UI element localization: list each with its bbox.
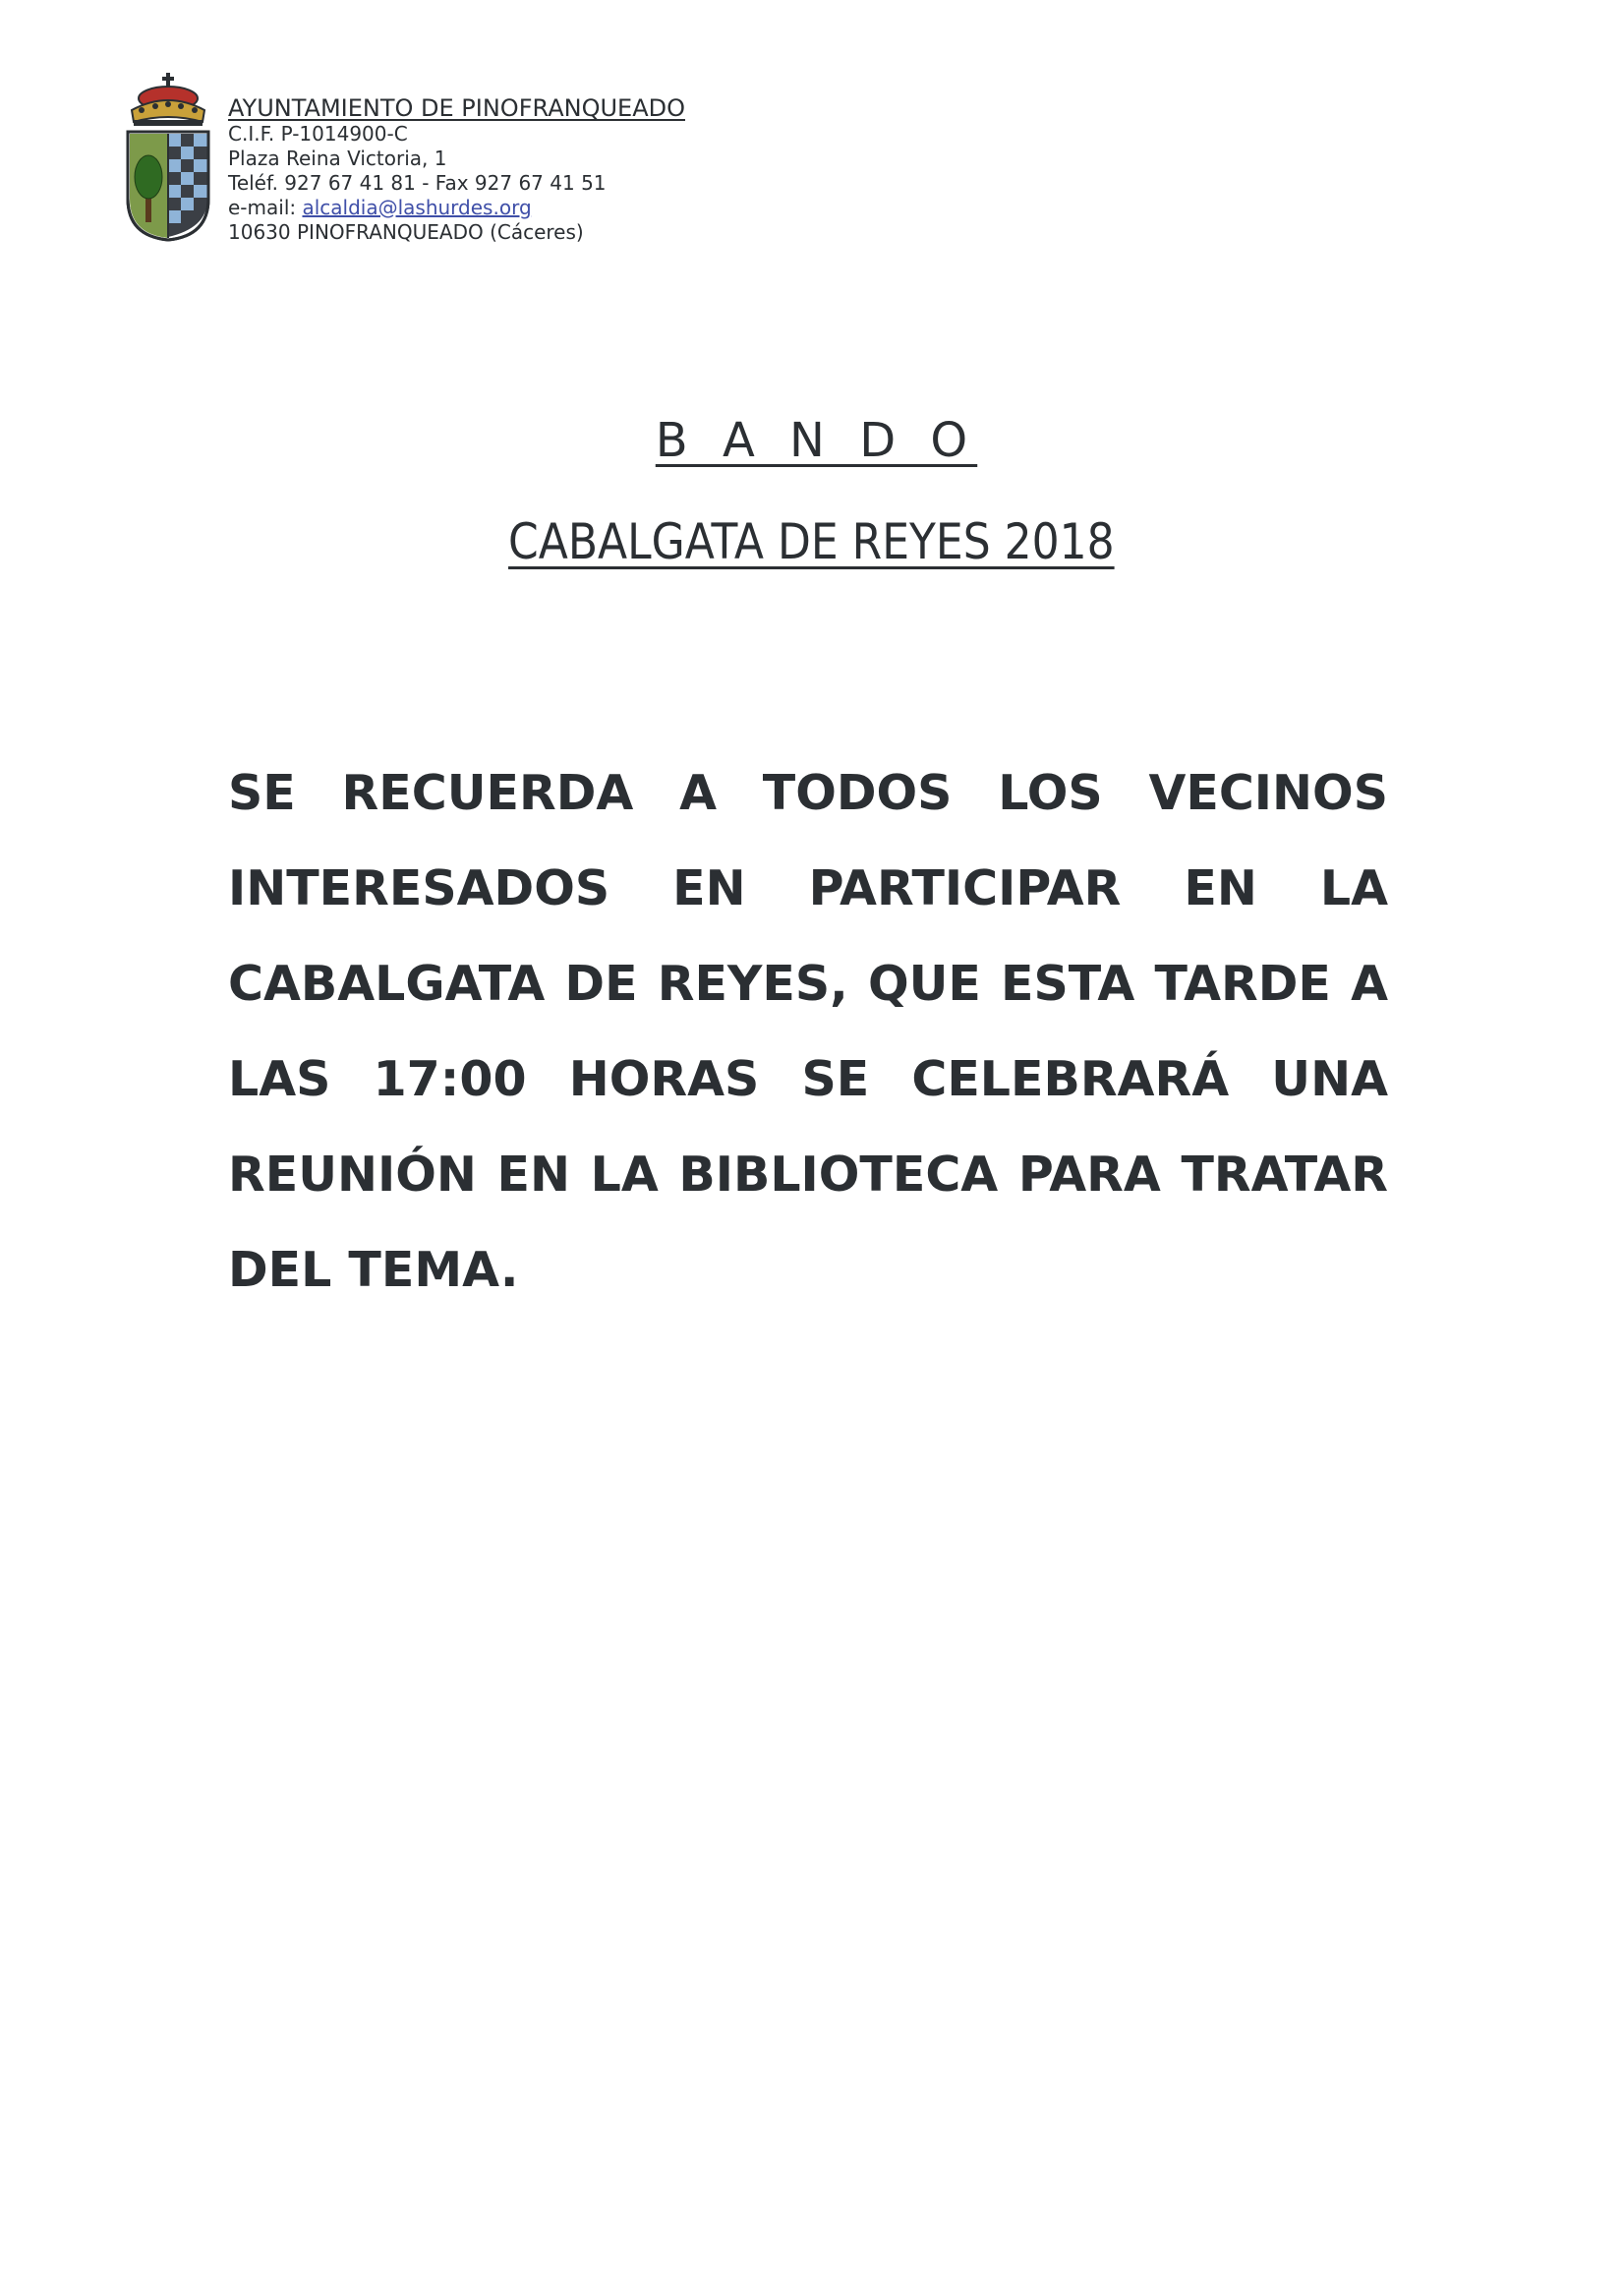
email-label: e-mail: bbox=[228, 196, 303, 219]
letterhead-text bbox=[228, 94, 685, 245]
announcement-text: SE RECUERDA A TODOS LOS VECINOS INTERESADOS EN PARTICIPAR EN LA CABALGATA DE REYES, QUE ESTA TARDE A LAS 17:00 HORAS SE CELEBRARÁ UNA REUNIÓN EN LA BIBLIOTECA PARA TRATAR DEL TEMA. bbox=[228, 765, 1388, 1298]
municipality-name: AYUNTAMIENTO DE PINOFRANQUEADO bbox=[228, 94, 685, 122]
announcement-body bbox=[228, 745, 1388, 1318]
phone-fax: Teléf. 927 67 41 81 - Fax 927 67 41 51 bbox=[228, 171, 607, 195]
letterhead bbox=[120, 71, 808, 267]
email-line bbox=[228, 196, 685, 220]
cif-number: C.I.F. P-1014900-C bbox=[228, 122, 408, 146]
document-subheading: CABALGATA DE REYES 2018 bbox=[508, 513, 1115, 570]
city-line: 10630 PINOFRANQUEADO (Cáceres) bbox=[228, 220, 584, 244]
title-block bbox=[0, 413, 1623, 570]
postal-address: Plaza Reina Victoria, 1 bbox=[228, 147, 447, 170]
email-link[interactable]: alcaldia@lashurdes.org bbox=[302, 196, 532, 219]
coat-of-arms-icon bbox=[120, 71, 218, 248]
document-heading: B A N D O bbox=[655, 413, 978, 468]
